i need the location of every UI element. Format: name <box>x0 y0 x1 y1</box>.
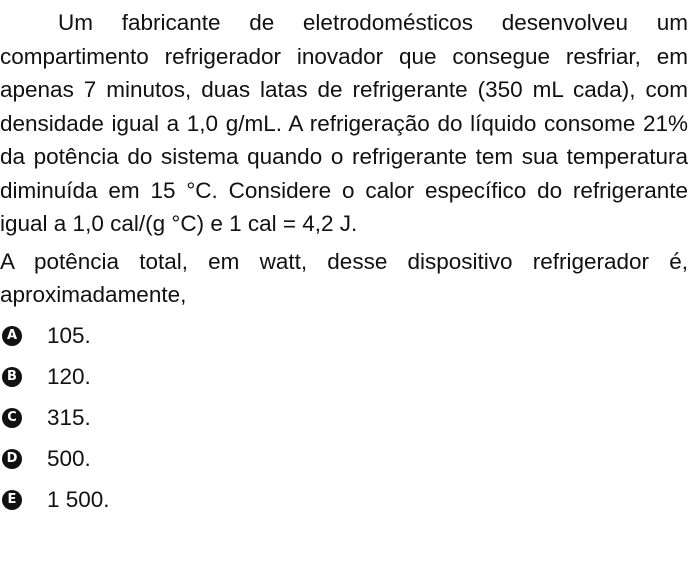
option-b-letter-badge: B <box>2 367 22 387</box>
option-c-letter-badge: C <box>2 408 22 428</box>
option-d-text: 500. <box>47 446 91 471</box>
option-d-letter-badge: D <box>2 449 22 469</box>
option-e-letter-badge: E <box>2 490 22 510</box>
option-d[interactable] <box>0 439 688 480</box>
question-statement <box>0 0 688 241</box>
option-e[interactable] <box>0 480 688 521</box>
option-a-text: 105. <box>47 323 91 348</box>
option-c[interactable] <box>0 398 688 439</box>
answer-options <box>0 316 688 521</box>
question-prompt: A potência total, em watt, desse dispositivo refrigerador é, aproximadamente, <box>0 248 688 307</box>
option-e-text: 1 500. <box>47 487 110 512</box>
option-a-letter-badge: A <box>2 326 22 346</box>
option-b[interactable] <box>0 357 688 398</box>
option-a[interactable] <box>0 316 688 357</box>
option-b-text: 120. <box>47 364 91 389</box>
option-c-text: 315. <box>47 405 91 430</box>
statement-text: Um fabricante de eletrodomésticos desenvolveu um compartimento refrigerador inovador que consegue resfriar, em apenas 7 minutos, duas latas de refrigerante (350 mL cada), com densidade igual a 1,0 g/mL. A refrigeração do líquido consome 21% da potência do sistema quando o refrigerante tem sua temperatura diminuída em 15 °C. Considere o calor específico do refrigerante igual a 1,0 cal/(g °C) e 1 cal = 4,2 J. <box>0 10 688 236</box>
